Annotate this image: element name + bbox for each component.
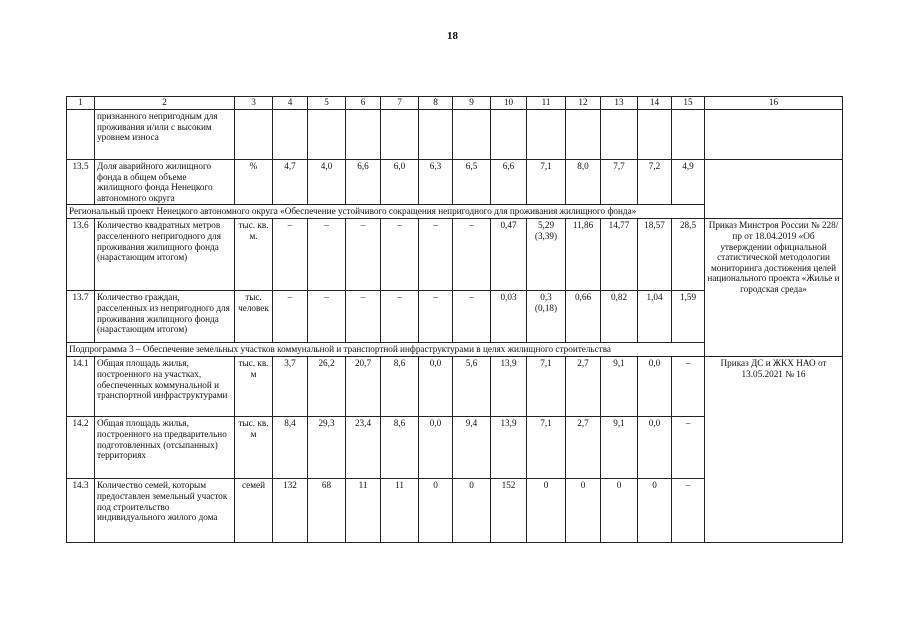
- value-cell: [308, 110, 346, 160]
- value-cell: 0,82: [601, 291, 638, 343]
- value-cell: 0: [527, 479, 566, 543]
- value-cell: 6,0: [381, 160, 419, 205]
- row-number: 14.2: [67, 417, 95, 479]
- value-cell: 0,0: [638, 417, 672, 479]
- value-cell: –: [381, 219, 419, 291]
- value-cell: 0,66: [566, 291, 601, 343]
- unit-cell: [235, 110, 273, 160]
- value-cell: 8,0: [566, 160, 601, 205]
- header-cell: 2: [95, 97, 235, 110]
- value-cell: 132: [273, 479, 308, 543]
- header-cell: 12: [566, 97, 601, 110]
- row-number: 13.7: [67, 291, 95, 343]
- indicator-name: Количество квадратных метров расселенного непригодного для проживания жилищного фонда (нарастающим итогом): [95, 219, 235, 291]
- header-cell: 8: [419, 97, 453, 110]
- value-cell: [419, 110, 453, 160]
- value-cell: –: [419, 219, 453, 291]
- header-row: [67, 97, 843, 110]
- row-number: 14.1: [67, 357, 95, 417]
- value-cell: –: [453, 291, 491, 343]
- value-cell: 7,1: [527, 417, 566, 479]
- value-cell: 26,2: [308, 357, 346, 417]
- header-cell: 15: [672, 97, 705, 110]
- row-number: 13.6: [67, 219, 95, 291]
- value-cell: 0: [566, 479, 601, 543]
- value-cell: 4,0: [308, 160, 346, 205]
- value-cell: [638, 110, 672, 160]
- value-cell: 29,3: [308, 417, 346, 479]
- header-cell: 1: [67, 97, 95, 110]
- value-cell: 11,86: [566, 219, 601, 291]
- indicator-name: Количество граждан, расселенных из непригодного для проживания жилищного фонда (нарастающим итогом): [95, 291, 235, 343]
- value-cell: –: [308, 291, 346, 343]
- unit-cell: тыс. кв. м.: [235, 219, 273, 291]
- value-cell: [601, 110, 638, 160]
- value-cell: [491, 110, 527, 160]
- value-cell: 9,1: [601, 357, 638, 417]
- value-cell: 0,0: [419, 357, 453, 417]
- unit-cell: семей: [235, 479, 273, 543]
- value-cell: –: [672, 479, 705, 543]
- value-cell: [381, 110, 419, 160]
- value-cell: 5,6: [453, 357, 491, 417]
- value-cell: [527, 110, 566, 160]
- value-cell: 8,4: [273, 417, 308, 479]
- value-cell: 152: [491, 479, 527, 543]
- value-cell: 1,59: [672, 291, 705, 343]
- value-cell: 4,9: [672, 160, 705, 205]
- value-cell: 4,7: [273, 160, 308, 205]
- value-cell: –: [672, 357, 705, 417]
- value-cell: 6,3: [419, 160, 453, 205]
- section-row: [67, 343, 843, 357]
- value-cell: 13,9: [491, 417, 527, 479]
- value-cell: 7,2: [638, 160, 672, 205]
- value-cell: 0,3 (0,18): [527, 291, 566, 343]
- value-cell: 7,1: [527, 160, 566, 205]
- note-cell: [705, 110, 843, 160]
- header-cell: 14: [638, 97, 672, 110]
- value-cell: [453, 110, 491, 160]
- header-cell: 5: [308, 97, 346, 110]
- unit-cell: %: [235, 160, 273, 205]
- header-cell: 7: [381, 97, 419, 110]
- value-cell: –: [308, 219, 346, 291]
- value-cell: 3,7: [273, 357, 308, 417]
- header-cell: 4: [273, 97, 308, 110]
- indicator-name: Общая площадь жилья, построенного на предварительно подготовленных (отсыпанных) территориях: [95, 417, 235, 479]
- value-cell: –: [453, 219, 491, 291]
- table-row: [67, 357, 843, 417]
- value-cell: 13,9: [491, 357, 527, 417]
- page-number: 18: [447, 30, 458, 42]
- indicator-name: признанного непригодным для проживания и/или с высоким уровнем износа: [95, 110, 235, 160]
- unit-cell: тыс. человек: [235, 291, 273, 343]
- value-cell: 5,29 (3,39): [527, 219, 566, 291]
- section-title: Региональный проект Ненецкого автономного округа «Обеспечение устойчивого сокращения непригодного для проживания жилищного фонда»: [67, 205, 843, 219]
- value-cell: 9,1: [601, 417, 638, 479]
- value-cell: 11: [381, 479, 419, 543]
- indicator-name: Количество семей, которым предоставлен земельный участок под строительство индивидуального жилого дома: [95, 479, 235, 543]
- value-cell: –: [346, 291, 381, 343]
- unit-cell: тыс. кв. м: [235, 417, 273, 479]
- header-cell: 3: [235, 97, 273, 110]
- value-cell: 14,77: [601, 219, 638, 291]
- indicator-name: Доля аварийного жилищного фонда в общем объеме жилищного фонда Ненецкого автономного округа: [95, 160, 235, 205]
- value-cell: 0: [419, 479, 453, 543]
- value-cell: 18,57: [638, 219, 672, 291]
- value-cell: [346, 110, 381, 160]
- unit-cell: тыс. кв. м: [235, 357, 273, 417]
- value-cell: 0: [601, 479, 638, 543]
- header-cell: 10: [491, 97, 527, 110]
- header-cell: 16: [705, 97, 843, 110]
- value-cell: –: [381, 291, 419, 343]
- value-cell: 9,4: [453, 417, 491, 479]
- value-cell: –: [273, 219, 308, 291]
- value-cell: 28,5: [672, 219, 705, 291]
- value-cell: 11: [346, 479, 381, 543]
- indicators-table: [66, 96, 843, 543]
- section-row: [67, 205, 843, 219]
- value-cell: 20,7: [346, 357, 381, 417]
- value-cell: –: [672, 417, 705, 479]
- value-cell: 6,6: [491, 160, 527, 205]
- table-row: [67, 160, 843, 205]
- value-cell: 6,5: [453, 160, 491, 205]
- header-cell: 13: [601, 97, 638, 110]
- value-cell: 2,7: [566, 417, 601, 479]
- indicator-name: Общая площадь жилья, построенного на участках, обеспеченных коммунальной и транспортной инфраструктурами: [95, 357, 235, 417]
- section-title: Подпрограмма 3 – Обеспечение земельных участков коммунальной и транспортной инфраструктурами в целях жилищного строительства: [67, 343, 843, 357]
- header-cell: 9: [453, 97, 491, 110]
- note-cell: Приказ Минстроя России № 228/пр от 18.04.2019 «Об утверждении официальной статистической методологии мониторинга достижения целей национального проекта «Жилье и городская среда»: [705, 219, 843, 357]
- row-number: 14.3: [67, 479, 95, 543]
- value-cell: [566, 110, 601, 160]
- value-cell: 0,47: [491, 219, 527, 291]
- value-cell: 7,7: [601, 160, 638, 205]
- row-number: [67, 110, 95, 160]
- value-cell: 1,04: [638, 291, 672, 343]
- table-row: [67, 219, 843, 291]
- value-cell: 7,1: [527, 357, 566, 417]
- value-cell: –: [419, 291, 453, 343]
- value-cell: 6,6: [346, 160, 381, 205]
- value-cell: [273, 110, 308, 160]
- value-cell: 0,03: [491, 291, 527, 343]
- value-cell: 0,0: [638, 357, 672, 417]
- value-cell: [672, 110, 705, 160]
- header-cell: 6: [346, 97, 381, 110]
- value-cell: 8,6: [381, 357, 419, 417]
- value-cell: 0: [453, 479, 491, 543]
- value-cell: 0: [638, 479, 672, 543]
- note-cell: Приказ ДС и ЖКХ НАО от 13.05.2021 № 16: [705, 357, 843, 543]
- value-cell: 68: [308, 479, 346, 543]
- value-cell: 2,7: [566, 357, 601, 417]
- row-number: 13.5: [67, 160, 95, 205]
- value-cell: 8,6: [381, 417, 419, 479]
- value-cell: 0,0: [419, 417, 453, 479]
- value-cell: 23,4: [346, 417, 381, 479]
- table-row: [67, 110, 843, 160]
- value-cell: –: [346, 219, 381, 291]
- value-cell: –: [273, 291, 308, 343]
- header-cell: 11: [527, 97, 566, 110]
